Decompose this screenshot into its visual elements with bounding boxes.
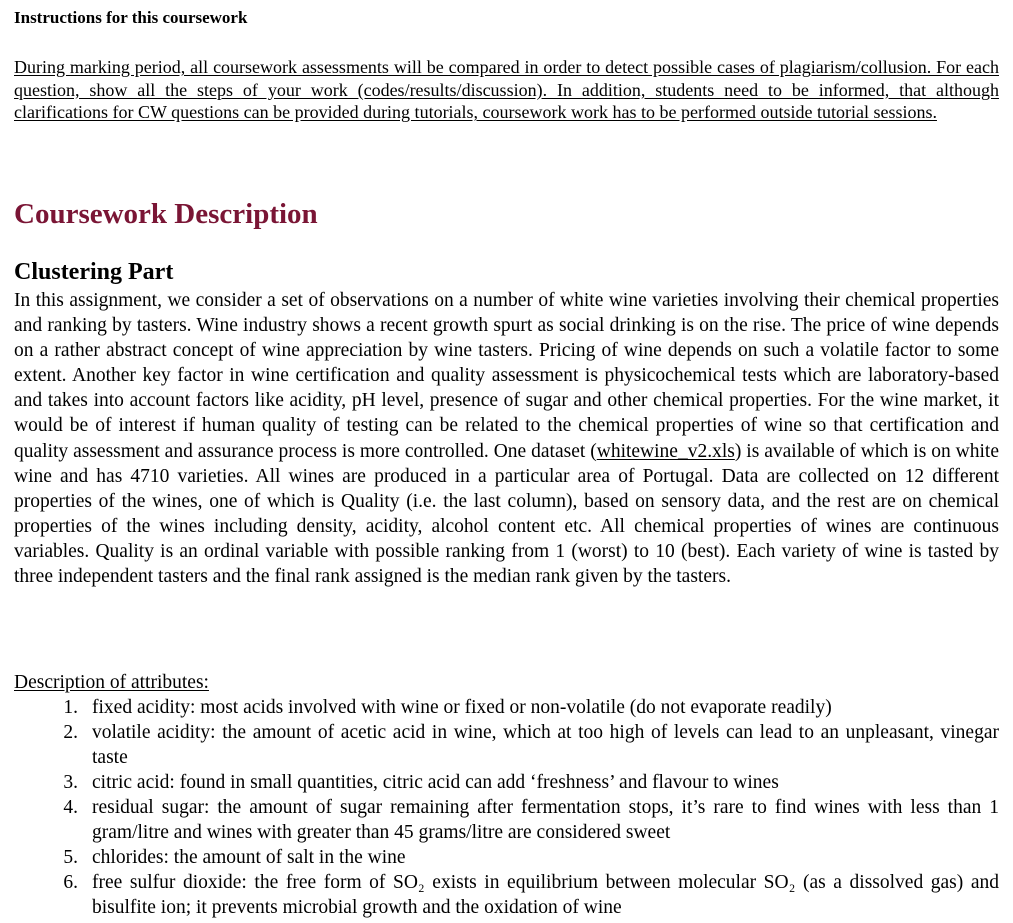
list-item xyxy=(14,770,999,795)
attributes-heading: Description of attributes: xyxy=(14,672,209,693)
list-item-number: 3. xyxy=(63,772,78,793)
list-item-text: fixed acidity: most acids involved with wine or fixed or non-volatile (do not evaporate readily) xyxy=(92,697,832,718)
list-item-text: residual sugar: the amount of sugar remaining after fermentation stops, it’s rare to find wines with less than 1 gram/litre and wines with greater than 45 grams/litre are considered sweet xyxy=(92,797,999,843)
list-item-text: volatile acidity: the amount of acetic acid in wine, which at too high of levels can lead to an unpleasant, vinegar taste xyxy=(92,722,999,768)
list-item xyxy=(14,845,999,870)
list-item-number: 2. xyxy=(63,722,78,743)
assignment-description xyxy=(14,288,999,589)
list-item-number: 1. xyxy=(63,697,78,718)
list-item xyxy=(14,795,999,845)
list-item xyxy=(14,720,999,770)
description-text-start: In this assignment, we consider a set of observations on a number of white wine varieties involving their chemical properties and ranking by tasters. Wine industry shows a recent growth spurt as social drinking is on the rise. The price of wine depends on a rather abstract concept of wine appreciation by wine tasters. Pricing of wine depends on such a volatile factor to some extent. Another key factor in wine certification and quality assessment is physicochemical tests which are laboratory-based and takes into account factors like acidity, pH level, presence of sugar and other chemical properties. For the wine market, it would be of interest if human quality of testing can be related to the chemical properties of wine so that certification and quality assessment and assurance process is more controlled. One dataset ( xyxy=(14,290,999,462)
list-item-text: chlorides: the amount of salt in the wine xyxy=(92,847,406,868)
list-item xyxy=(14,695,999,720)
attributes-list xyxy=(14,695,999,920)
section-title: Coursework Description xyxy=(14,198,318,230)
plagiarism-notice: During marking period, all coursework assessments will be compared in order to detect possible cases of plagiarism/collusion. For each question, show all the steps of your work (codes/results/discussion). In addition, students need to be informed, that although clarifications for CW questions can be provided during tutorials, coursework work has to be performed outside tutorial sessions. xyxy=(14,57,999,123)
description-text-end: ) is available of which is on white wine and has 4710 varieties. All wines are produced in a particular area of Portugal. Data are collected on 12 different properties of the wines, one of which is Quality (i.e. the last column), based on sensory data, and the rest are on chemical properties of the wines including density, acidity, alcohol content etc. All chemical properties of wines are continuous variables. Quality is an ordinal variable with possible ranking from 1 (worst) to 10 (best). Each variety of wine is tasted by three independent tasters and the final rank assigned is the median rank given by the tasters. xyxy=(14,440,999,588)
list-item-number: 5. xyxy=(63,847,78,868)
dataset-link[interactable]: whitewine_v2.xls xyxy=(596,440,735,462)
list-item-number: 6. xyxy=(63,872,78,893)
list-item-number: 4. xyxy=(63,797,78,818)
list-item-text: citric acid: found in small quantities, citric acid can add ‘freshness’ and flavour to wines xyxy=(92,772,779,793)
list-item-text: free sulfur dioxide: the free form of SO₂ exists in equilibrium between molecular SO₂ (as a dissolved gas) and bisulfite ion; it prevents microbial growth and the oxidation of wine xyxy=(92,872,999,918)
subsection-title: Clustering Part xyxy=(14,259,174,285)
list-item xyxy=(14,870,999,920)
instructions-title: Instructions for this coursework xyxy=(14,8,248,27)
